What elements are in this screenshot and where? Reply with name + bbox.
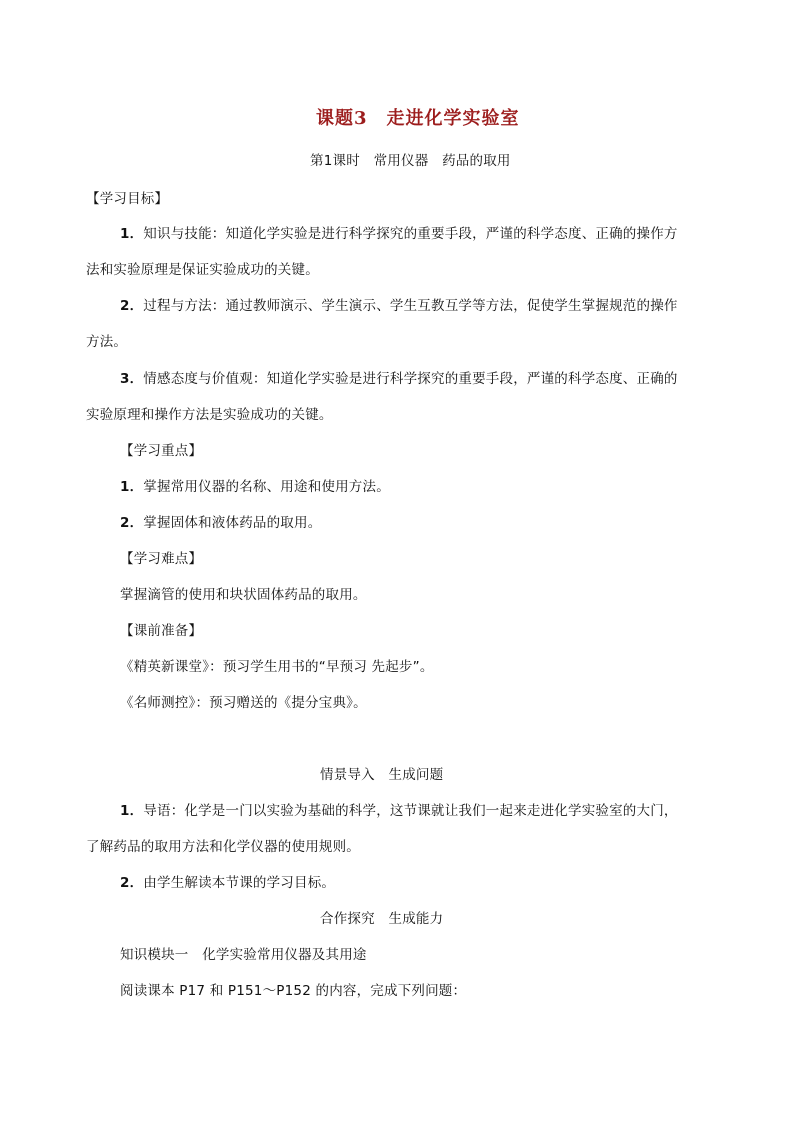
section-1-item-1-text: 导语：化学是一门以实验为基础的科学，这节课就让我们一起来走进化学实验室的大门， — [143, 803, 678, 819]
objective-1-text: 知识与技能：知道化学实验是进行科学探究的重要手段，严谨的科学态度、正确的操作方 — [143, 226, 678, 242]
objective-3-number: 3． — [120, 371, 144, 387]
objective-3-text: 情感态度与价值观：知道化学实验是进行科学探究的重要手段，严谨的科学态度、正确的 — [143, 371, 678, 387]
lesson-title: 课题3 走进化学实验室 — [316, 108, 520, 129]
objective-2-line-1 — [120, 297, 678, 315]
key-point-1 — [120, 478, 390, 496]
objective-1-number: 1． — [120, 226, 144, 242]
lesson-subtitle: 第1课时 常用仪器 药品的取用 — [310, 153, 511, 169]
prep-heading: 【课前准备】 — [120, 623, 203, 639]
objective-2-text: 过程与方法：通过教师演示、学生演示、学生互教互学等方法，促使学生掌握规范的操作 — [143, 298, 678, 314]
module-instruction: 阅读课本 P17 和 P151～P152 的内容，完成下列问题： — [120, 983, 467, 999]
difficulty-text: 掌握滴管的使用和块状固体药品的取用。 — [120, 587, 367, 603]
section-2-heading: 合作探究 生成能力 — [320, 911, 444, 927]
objective-2-line-2: 方法。 — [86, 334, 128, 350]
section-1-item-2-text: 由学生解读本节课的学习目标。 — [143, 875, 336, 891]
key-point-1-number: 1． — [120, 479, 144, 495]
key-point-1-text: 掌握常用仪器的名称、用途和使用方法。 — [143, 479, 390, 495]
difficulty-heading: 【学习难点】 — [120, 551, 203, 567]
section-1-item-1-line-2: 了解药品的取用方法和化学仪器的使用规则。 — [86, 839, 360, 855]
objective-1-line-1 — [120, 225, 678, 243]
section-1-item-1-line-1 — [120, 802, 678, 820]
prep-item-1: 《精英新课堂》：预习学生用书的“早预习 先起步”。 — [120, 659, 434, 675]
section-1-item-2-number: 2． — [120, 875, 144, 891]
key-points-heading: 【学习重点】 — [120, 443, 203, 459]
key-point-2-text: 掌握固体和液体药品的取用。 — [143, 515, 322, 531]
objective-3-line-1 — [120, 370, 678, 388]
module-title: 知识模块一 化学实验常用仪器及其用途 — [120, 947, 367, 963]
key-point-2-number: 2． — [120, 515, 144, 531]
objective-3-line-2: 实验原理和操作方法是实验成功的关键。 — [86, 407, 333, 423]
objective-1-line-2: 法和实验原理是保证实验成功的关键。 — [86, 262, 319, 278]
objective-2-number: 2． — [120, 298, 144, 314]
section-1-heading: 情景导入 生成问题 — [320, 767, 444, 783]
section-1-item-1-number: 1． — [120, 803, 144, 819]
prep-item-2: 《名师测控》：预习赠送的《提分宝典》。 — [120, 695, 367, 711]
objectives-heading: 【学习目标】 — [86, 191, 169, 207]
section-1-item-2 — [120, 874, 335, 892]
key-point-2 — [120, 514, 321, 532]
